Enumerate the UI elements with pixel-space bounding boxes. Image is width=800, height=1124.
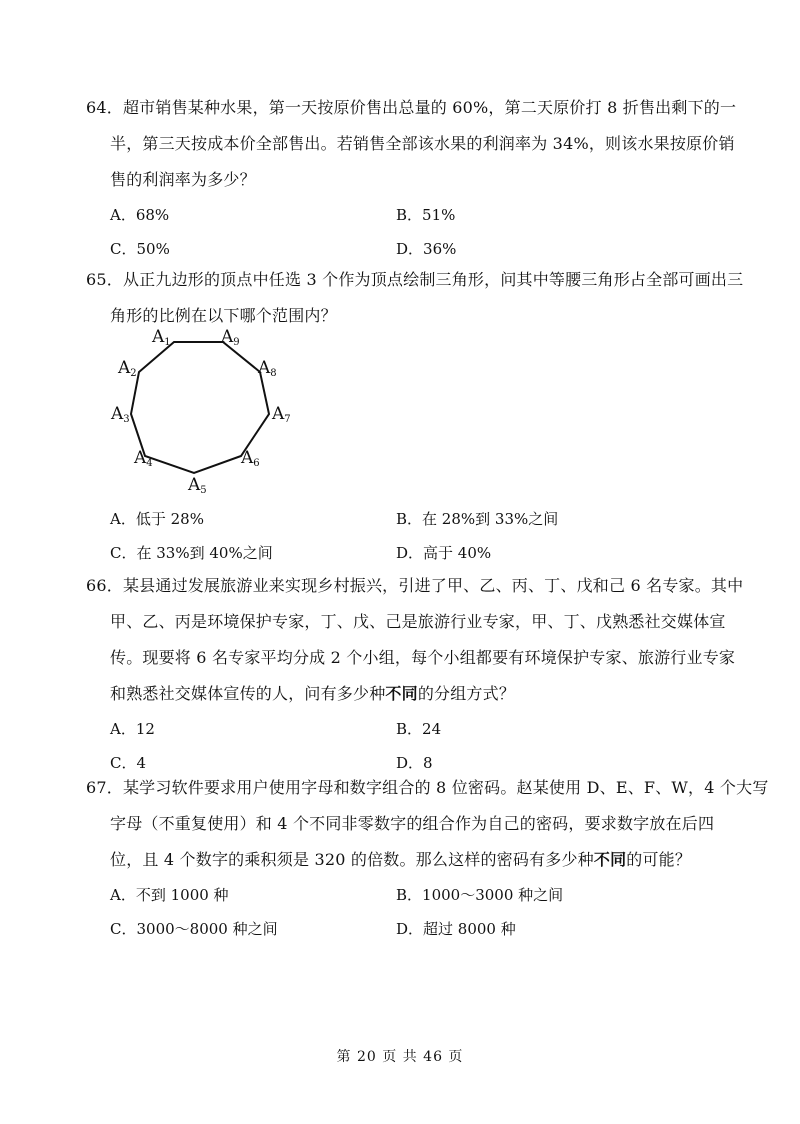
question-line xyxy=(86,842,736,878)
page-footer: 第 20 页 共 46 页 xyxy=(336,1049,464,1065)
question-number: 66． xyxy=(86,576,123,595)
option-d: D．36% xyxy=(396,240,457,258)
vertex-label-a5: A5 xyxy=(188,475,207,496)
question-64 xyxy=(86,90,736,266)
question-line xyxy=(86,770,769,806)
option-b: B．在 28%到 33%之间 xyxy=(396,510,559,528)
question-text: 售的利润率为多少？ xyxy=(110,170,256,189)
vertex-label-a9: A9 xyxy=(221,327,240,348)
emphasis-text: 不同 xyxy=(593,850,627,869)
question-text: 传。现要将 6 名专家平均分成 2 个小组，每个小组都要有环境保护专家、旅游行业专家 xyxy=(110,648,736,667)
vertex-label-a7: A7 xyxy=(272,404,291,425)
question-text: 角形的比例在以下哪个范围内？ xyxy=(110,306,337,325)
option-b: B．1000～3000 种之间 xyxy=(396,886,564,904)
option-c: C．4 xyxy=(110,754,147,772)
question-line xyxy=(86,676,736,712)
option-b: B．24 xyxy=(396,720,442,738)
options-row xyxy=(86,912,736,946)
vertex-label-a4: A4 xyxy=(134,448,153,469)
question-66 xyxy=(86,568,744,780)
question-number: 64． xyxy=(86,98,123,117)
options-row xyxy=(86,232,736,266)
vertex-label-a2: A2 xyxy=(118,358,137,379)
option-a: A．不到 1000 种 xyxy=(110,886,229,904)
question-text: 某县通过发展旅游业来实现乡村振兴，引进了甲、乙、丙、丁、戊和己 6 名专家。其中 xyxy=(122,576,744,595)
question-text: 某学习软件要求用户使用字母和数字组合的 8 位密码。赵某使用 D、E、F、W，4 个大写 xyxy=(122,778,769,797)
option-a: A．低于 28% xyxy=(110,510,204,528)
option-c: C．50% xyxy=(110,240,170,258)
option-c: C．在 33%到 40%之间 xyxy=(110,544,273,562)
question-text: 甲、乙、丙是环境保护专家，丁、戊、己是旅游行业专家，甲、丁、戊熟悉社交媒体宣 xyxy=(110,612,726,631)
vertex-label-a1: A1 xyxy=(152,327,171,348)
vertex-label-a8: A8 xyxy=(258,358,277,379)
options-row xyxy=(86,712,736,746)
option-d: D．高于 40% xyxy=(396,544,492,562)
question-text: 的可能？ xyxy=(626,850,692,869)
question-65-options xyxy=(86,502,736,570)
question-text: 从正九边形的顶点中任选 3 个作为顶点绘制三角形，问其中等腰三角形占全部可画出三 xyxy=(122,270,744,289)
question-line xyxy=(86,90,736,126)
question-text: 字母（不重复使用）和 4 个不同非零数字的组合作为自己的密码，要求数字放在后四 xyxy=(110,814,715,833)
option-b: B．51% xyxy=(396,206,456,224)
question-line xyxy=(86,568,744,604)
question-text: 和熟悉社交媒体宣传的人，问有多少种 xyxy=(110,684,386,703)
options-row xyxy=(86,198,736,232)
nonagon-figure xyxy=(108,322,298,497)
question-text: 超市销售某种水果，第一天按原价售出总量的 60%，第二天原价打 8 折售出剩下的一 xyxy=(122,98,737,117)
option-a: A．68% xyxy=(110,206,170,224)
question-text: 的分组方式？ xyxy=(417,684,516,703)
emphasis-text: 不同 xyxy=(385,684,418,703)
options-row xyxy=(86,536,736,570)
option-c: C．3000～8000 种之间 xyxy=(110,920,278,938)
options-row xyxy=(86,878,736,912)
question-number: 65． xyxy=(86,270,123,289)
question-text: 半，第三天按成本价全部售出。若销售全部该水果的利润率为 34%，则该水果按原价销 xyxy=(110,134,735,153)
question-line xyxy=(86,262,744,298)
question-67 xyxy=(86,770,769,946)
option-d: D．8 xyxy=(396,754,433,772)
options-row xyxy=(86,502,736,536)
question-text: 位，且 4 个数字的乘积须是 320 的倍数。那么这样的密码有多少种 xyxy=(110,850,594,869)
vertex-label-a6: A6 xyxy=(241,448,260,469)
option-a: A．12 xyxy=(110,720,155,738)
nonagon-svg xyxy=(108,322,298,497)
option-d: D．超过 8000 种 xyxy=(396,920,516,938)
question-number: 67． xyxy=(86,778,123,797)
vertex-label-a3: A3 xyxy=(111,404,130,425)
